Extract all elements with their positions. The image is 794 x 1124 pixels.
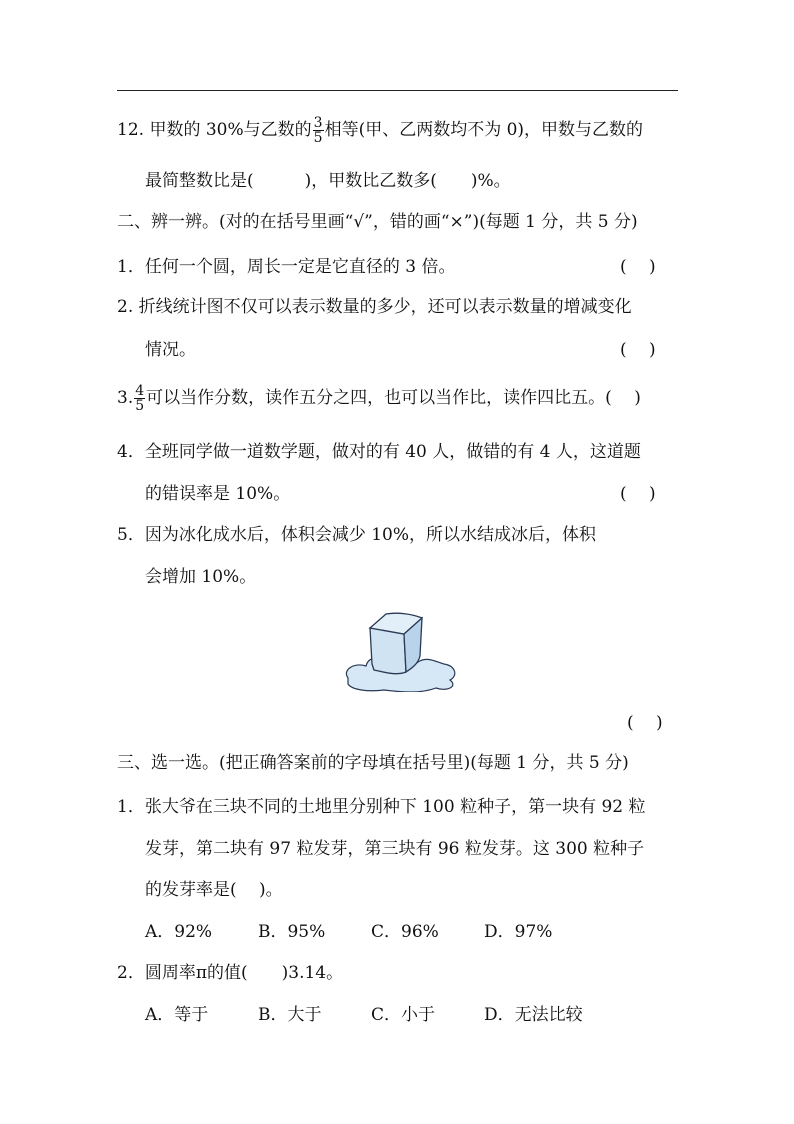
section2-title: 二、辨一辨。(对的在括号里画“√”，错的画“×”)(每题 1 分，共 5 分)	[117, 212, 638, 232]
s2-q2-line1: 2. 折线统计图不仅可以表示数量的多少，还可以表示数量的增减变化	[117, 297, 632, 317]
s3-q1-option-c[interactable]: C．96%	[371, 922, 439, 942]
s3-q1-option-b[interactable]: B．95%	[258, 922, 326, 942]
section3-title: 三、选一选。(把正确答案前的字母填在括号里)(每题 1 分，共 5 分)	[117, 753, 629, 773]
s2-q3-frac-numerator: 4	[135, 383, 145, 399]
q12-frac-denominator: 5	[313, 130, 323, 146]
q12-line1	[117, 116, 643, 145]
q12-frac-numerator: 3	[313, 115, 323, 131]
q12-text-b: 相等(甲、乙两数均不为 0)，甲数与乙数的	[324, 120, 644, 140]
s3-q2-option-b[interactable]: B．大于	[258, 1005, 322, 1025]
s3-q2-option-a[interactable]: A．等于	[145, 1005, 209, 1025]
q12-text-a: 甲数的 30%与乙数的	[149, 120, 312, 140]
ice-cube-melting-image	[340, 606, 460, 692]
s2-q3-text: 可以当作分数，读作五分之四，也可以当作比，读作四比五。( )	[146, 388, 641, 408]
q12-number: 12.	[117, 120, 145, 140]
header-rule	[117, 90, 678, 91]
s2-q3	[117, 384, 641, 413]
s3-q1-option-a[interactable]: A．92%	[145, 922, 213, 942]
s3-q1-option-d[interactable]: D．97%	[484, 922, 553, 942]
s2-q5-line2: 会增加 10%。	[145, 567, 257, 587]
s2-q4-line1: 4．全班同学做一道数学题，做对的有 40 人，做错的有 4 人，这道题	[117, 442, 641, 462]
q12-fraction	[313, 116, 324, 145]
s2-q1: 1．任何一个圆，周长一定是它直径的 3 倍。	[117, 257, 456, 277]
s2-q1-answer-blank[interactable]: ( )	[620, 257, 656, 277]
s3-q1-options	[145, 921, 597, 943]
s2-q3-frac-denominator: 5	[135, 398, 145, 414]
q12-line2: 最简整数比是( )，甲数比乙数多( )%。	[145, 171, 511, 191]
s2-q5-line1: 5．因为冰化成水后，体积会减少 10%，所以水结成冰后，体积	[117, 525, 597, 545]
s3-q2-option-c[interactable]: C．小于	[371, 1005, 436, 1025]
s3-q2-options	[145, 1004, 597, 1026]
s3-q1-line1: 1．张大爷在三块不同的土地里分别种下 100 粒种子，第一块有 92 粒	[117, 797, 646, 817]
ice-cube-front	[370, 628, 406, 674]
s3-q2-line1: 2．圆周率π的值( )3.14。	[117, 963, 344, 983]
s2-q5-answer-blank[interactable]: ( )	[627, 713, 663, 733]
s3-q1-line2: 发芽，第二块有 97 粒发芽，第三块有 96 粒发芽。这 300 粒种子	[145, 839, 645, 859]
s2-q3-number: 3.	[117, 388, 134, 408]
s3-q2-option-d[interactable]: D．无法比较	[484, 1005, 583, 1025]
s2-q2-answer-blank[interactable]: ( )	[620, 340, 656, 360]
s2-q3-fraction	[134, 384, 145, 413]
s2-q4-answer-blank[interactable]: ( )	[620, 484, 656, 504]
s2-q2-line2: 情况。	[145, 340, 196, 360]
s2-q4-line2: 的错误率是 10%。	[145, 484, 291, 504]
s3-q1-line3: 的发芽率是( )。	[145, 880, 283, 900]
